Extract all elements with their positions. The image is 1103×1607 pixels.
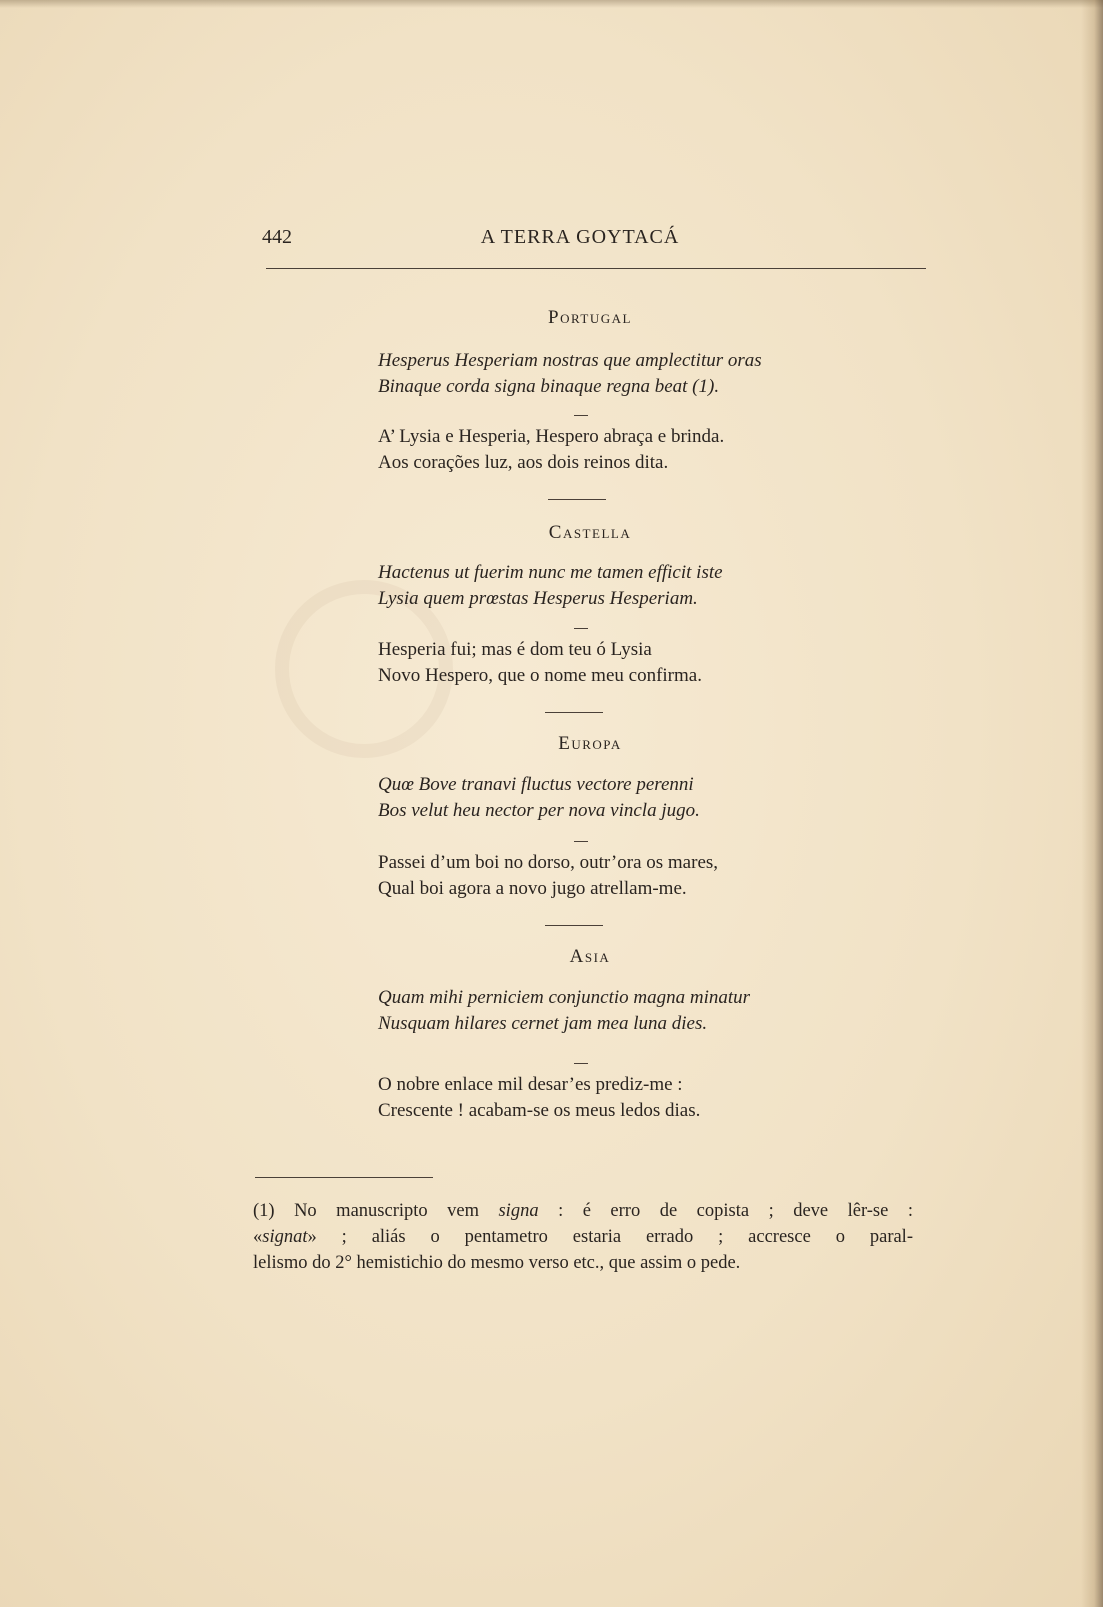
section-divider (545, 712, 603, 713)
footnote-line (253, 1224, 913, 1250)
latin-verse-castella (378, 560, 723, 612)
verse-separator-dash (574, 841, 588, 842)
latin-verse-europa (378, 772, 700, 824)
footnote-text: « (253, 1227, 263, 1247)
verse-line: Hesperia fui; mas é dom teu ó Lysia (378, 639, 652, 660)
section-divider (545, 925, 603, 926)
verse-line: Bos velut heu nector per nova vincla jugo. (378, 800, 700, 821)
verse-line: Novo Hespero, que o nome meu confirma. (378, 665, 702, 686)
section-divider (548, 499, 606, 500)
portuguese-verse-asia (378, 1072, 700, 1124)
verse-separator-dash (574, 1063, 588, 1064)
footnote-italic-word: signa (498, 1201, 539, 1221)
verse-line: A’ Lysia e Hesperia, Hespero abraça e brinda. (378, 426, 725, 447)
section-title-castella: Castella (548, 522, 632, 543)
latin-verse-asia (378, 985, 750, 1037)
page-right-edge (1081, 0, 1103, 1607)
verse-line: Quam mihi perniciem conjunctio magna minatur (378, 987, 751, 1008)
section-title-asia: Asia (569, 946, 611, 967)
portuguese-verse-europa (378, 850, 718, 902)
verse-separator-dash (574, 628, 588, 629)
verse-line: Aos corações luz, aos dois reinos dita. (378, 452, 669, 473)
verse-line: Crescente ! acabam-se os meus ledos dias. (378, 1100, 701, 1121)
page-header (262, 226, 926, 256)
verse-line: Hactenus ut fuerim nunc me tamen efficit iste (378, 562, 723, 583)
footnote-italic-word: signat (262, 1227, 308, 1247)
running-title: A TERRA GOYTACÁ (480, 226, 680, 248)
portuguese-verse-portugal (378, 424, 724, 476)
footnote-line (253, 1198, 913, 1224)
footnote-text: (1) No manuscripto vem (253, 1201, 499, 1221)
verse-line: Hesperus Hesperiam nostras que amplectitur oras (378, 350, 762, 371)
header-rule (266, 268, 926, 269)
footnote-rule (255, 1177, 433, 1178)
latin-verse-portugal (378, 348, 762, 400)
footnote-text: : é erro de copista ; deve lêr-se : (538, 1201, 913, 1221)
verse-line: Qual boi agora a novo jugo atrellam-me. (378, 878, 687, 899)
verse-line: Lysia quem prœstas Hesperus Hesperiam. (378, 588, 698, 609)
verse-line: Nusquam hilares cernet jam mea luna dies. (378, 1013, 708, 1034)
page-top-edge (0, 0, 1103, 8)
verse-line: Passei d’um boi no dorso, outr’ora os mares, (378, 852, 719, 873)
footnote-text: » ; aliás o pentametro estaria errado ; accresce o paral- (307, 1227, 913, 1247)
verse-line: Quœ Bove tranavi fluctus vectore perenni (378, 774, 694, 795)
section-title-portugal: Portugal (548, 307, 632, 328)
verse-separator-dash (574, 415, 588, 416)
footnote-line: lelismo do 2° hemistichio do mesmo verso etc., que assim o pede. (253, 1253, 741, 1273)
portuguese-verse-castella (378, 637, 702, 689)
verse-line: O nobre enlace mil desar’es prediz-me : (378, 1074, 683, 1095)
page-number: 442 (262, 226, 292, 248)
footnote (253, 1198, 913, 1276)
section-title-europa: Europa (558, 733, 622, 754)
verse-line: Binaque corda signa binaque regna beat (1). (378, 376, 720, 397)
